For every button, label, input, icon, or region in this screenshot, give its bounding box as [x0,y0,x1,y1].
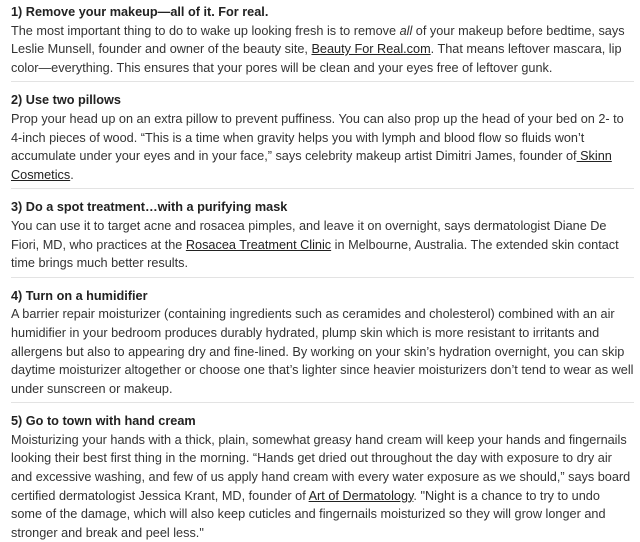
art-of-dermatology-link[interactable]: Art of Dermatology [308,488,414,503]
tip-title: 2) Use two pillows [11,93,121,108]
tip-title: 5) Go to town with hand cream [11,414,196,429]
tip-spot-treatment [11,188,634,272]
tip-text: Prop your head up on an extra pillow to prevent puffiness. You can also prop up the head of your bed on 2- to 4-inch pieces of wood. “This is a time when gravity helps you with lymph and blood flow so fluids won’t accumulate under your eyes and in your face,” says celebrity makeup artist Dimitri James, founder of [11,111,624,164]
tip-remove-makeup [11,3,634,77]
tip-title: 1) Remove your makeup—all of it. For real. [11,5,269,19]
tip-title: 4) Turn on a humidifier [11,288,148,303]
tip-text: in Melbourne, Australia. The extended skin contact time brings much better results. [11,237,619,271]
tip-body [11,110,634,184]
tip-text: Moisturizing your hands with a thick, plain, somewhat greasy hand cream will keep your hands and fingernails looking their best first thing in the morning. “Hands get dried out throughout the day with exposure to dry air and excessive washing, and few of us apply hand cream with every water exposure as we should,” says board certified dermatologist Jessica Krant, MD, founder of [11,432,631,503]
tip-hand-cream [11,402,634,542]
tip-body [11,217,634,273]
tip-text: . [70,167,74,182]
tip-body [11,305,634,398]
tip-text: A barrier repair moisturizer (containing ingredients such as ceramides and cholesterol) combined with an air humidifier in your bedroom produces durably hydrated, plump skin which is more resistant to irritants and allergens but also to appearing dry and fine-lined. By working on your skin’s hydration overnight, you can skip daytime moisturizer altogether or choose one that’s lighter since heavier moisturizers don’t tend to wear as well under sunscreen or makeup. [11,307,634,396]
rosacea-treatment-clinic-link[interactable]: Rosacea Treatment Clinic [185,237,332,252]
tip-body [11,22,634,78]
tip-text: . "Night is a chance to try to undo some of the damage, which will also keep cuticles and fingernails moisturized so they will grow longer and stronger and break and peel less." [11,488,606,540]
tip-text: The most important thing to do to wake up looking fresh is to remove [11,23,400,38]
beauty-for-real-link[interactable]: Beauty For Real.com [311,42,431,57]
tip-body [11,431,634,542]
tip-text: . That means leftover mascara, lip color—everything. This ensures that your pores will be clean and your eyes free of leftover gunk. [11,42,622,75]
tip-text: of your makeup before bedtime, says Leslie Munsell, founder and owner of the beauty site, [11,23,625,57]
skinn-cosmetics-link[interactable]: Skinn Cosmetics [11,149,612,182]
tip-title: 3) Do a spot treatment…with a purifying mask [11,200,288,215]
tip-humidifier [11,277,634,399]
tip-text: You can use it to target acne and rosacea pimples, and leave it on overnight, says dermatologist Diane De Fiori, MD, who practices at the [11,218,607,252]
tip-two-pillows [11,81,634,184]
emphasis-text: all [399,23,413,38]
